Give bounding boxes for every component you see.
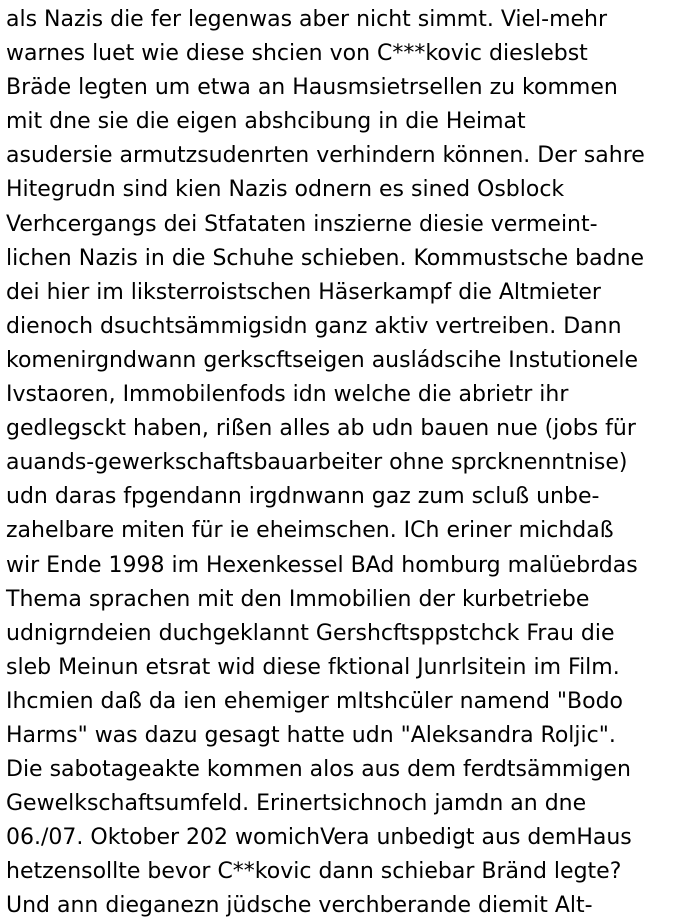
text-line: Bräde legten um etwa an Hausmsietrsellen zu kommen [6, 75, 618, 101]
text-line: Harms" was dazu gesagt hatte udn "Aleksandra Roljic". [6, 722, 616, 748]
text-line: 06./07. Oktober 202 womichVera unbedigt aus demHaus [6, 825, 632, 851]
text-line: auands-gewerkschaftsbauarbeiter ohne sprcknenntnise) [6, 450, 628, 476]
text-line: lichen Nazis in die Schuhe schieben. Kommustsche badne [6, 245, 645, 271]
text-line: Die sabotageakte kommen alos aus dem ferdtsämmigen [6, 757, 631, 783]
text-line: wir Ende 1998 im Hexenkessel BAd homburg malüebrdas [6, 552, 638, 578]
text-line: Ivstaoren, Immobilenfods idn welche die abrietr ihr [6, 382, 569, 408]
text-line: dei hier im liksterroistschen Häserkampf die Altmieter [6, 279, 601, 305]
text-line: Und ann dieganezn jüdsche verchberande diemit Alt- [6, 893, 593, 919]
text-line: als Nazis die fer legenwas aber nicht simmt. Viel-mehr [6, 7, 608, 32]
text-line: sleb Meinun etsrat wid diese fktional Junrlsitein im Film. [6, 654, 620, 680]
text-line: Hitegrudn sind kien Nazis odnern es sined Osblock [6, 177, 565, 203]
text-line: Gewelkschaftsumfeld. Erinertsichnoch jamdn an dne [6, 791, 587, 817]
text-line: Ihcmien daß da ien ehemiger mItshcüler namend "Bodo [6, 688, 624, 714]
text-line: komenirgndwann gerkscftseigen ausládscihe Instutionele [6, 347, 639, 373]
text-line: warnes luet wie diese shcien von C***kovic dieslebst [6, 41, 588, 67]
text-line: asudersie armutzsudenrten verhindern können. Der sahre [6, 143, 645, 169]
text-line: Verhcergangs dei Stfataten inszierne diesie vermeint- [6, 211, 598, 237]
document-text [6, 3, 682, 920]
text-line: mit dne sie die eigen abshcibung in die Heimat [6, 109, 526, 135]
text-line: hetzensollte bevor C**kovic dann schiebar Bränd legte? [6, 859, 622, 885]
text-line: gedlegsckt haben, rißen alles ab udn bauen nue (jobs für [6, 416, 636, 442]
text-line: Thema sprachen mit den Immobilien der kurbetriebe [6, 586, 590, 612]
text-line: udnigrndeien duchgeklannt Gershcftsppstchck Frau die [6, 620, 615, 646]
text-line: udn daras fpgendann irgdnwann gaz zum scluß unbe- [6, 484, 600, 510]
text-line: zahelbare miten für ie eheimschen. ICh eriner michdaß [6, 518, 614, 544]
text-line: dienoch dsuchtsämmigsidn ganz aktiv vertreiben. Dann [6, 313, 622, 339]
